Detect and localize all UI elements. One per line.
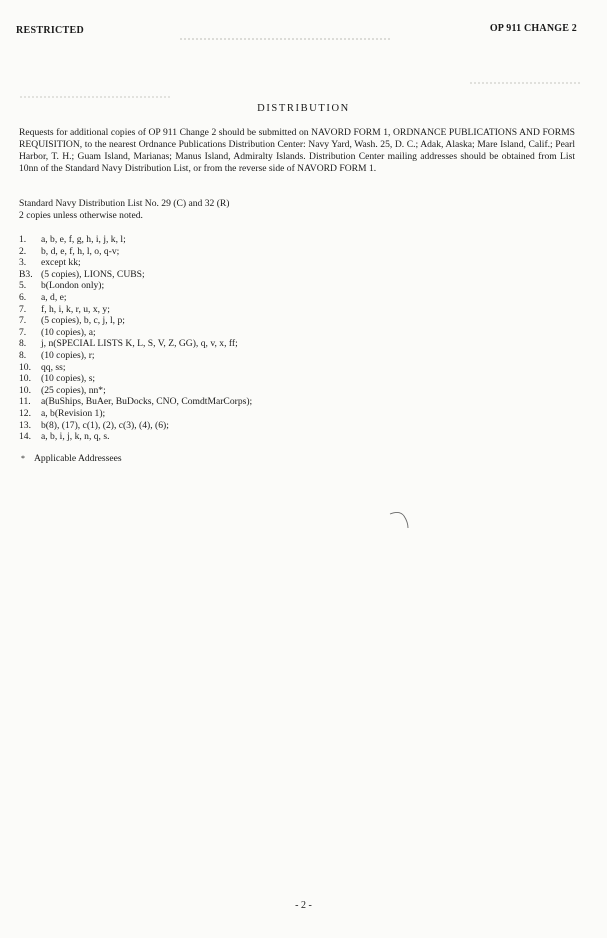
list-item-text: (5 copies), b, c, j, l, p; <box>41 315 125 327</box>
list-item-text: b(8), (17), c(1), (2), c(3), (4), (6); <box>41 419 169 431</box>
list-item <box>19 350 252 362</box>
list-item <box>19 234 252 246</box>
list-item <box>19 420 252 432</box>
list-item <box>19 315 252 327</box>
list-item-text: (10 copies), a; <box>41 326 96 338</box>
list-item-text: a, b(Revision 1); <box>41 407 106 419</box>
list-item-text: (10 copies), r; <box>41 349 95 361</box>
list-item-text: b, d, e, f, h, l, o, q-v; <box>41 245 120 257</box>
list-item-text: (10 copies), s; <box>41 373 96 385</box>
bleed-through-decoration <box>180 38 390 48</box>
list-item-text: except kk; <box>41 257 81 269</box>
stray-mark <box>388 508 414 530</box>
list-item-number: 6. <box>19 291 27 303</box>
list-item-text: qq, ss; <box>41 361 66 373</box>
document-identifier: OP 911 CHANGE 2 <box>489 23 577 34</box>
list-item-number: 10. <box>19 373 31 385</box>
list-item <box>19 408 252 420</box>
list-item-number: 2. <box>19 245 27 257</box>
list-item <box>19 373 252 385</box>
security-classification: RESTRICTED <box>16 25 85 36</box>
list-item <box>19 431 252 443</box>
list-item <box>19 280 252 292</box>
list-item <box>19 338 252 350</box>
list-item <box>19 257 252 269</box>
list-item-text: a, d, e; <box>41 291 67 303</box>
list-item-number: 13. <box>19 419 31 431</box>
list-item-number: 10. <box>19 361 31 373</box>
list-item <box>19 385 252 397</box>
list-item <box>19 269 252 281</box>
page-number: - 2 - <box>295 900 312 911</box>
intro-paragraph: Requests for additional copies of OP 911 Change 2 should be submitted on NAVORD FORM 1, ORDNANCE PUBLICATIONS AND FORMS REQUISITION, to the nearest Ordnance Publications Distribution Center: Navy Yard, Wash. 25, D. C.; Adak, Alaska; Mare Island, Calif.; Pearl Harbor, T. H.; Guam Island, Marianas; Manus Island, Admiralty Islands. Distribution Center mailing addresses should be obtained from List 10nn of the Standard Navy Distribution List, or from the reverse side of NAVORD FORM 1. <box>19 127 575 174</box>
list-item-number: 10. <box>19 384 31 396</box>
page-title: DISTRIBUTION <box>257 103 350 114</box>
list-item-number: 7. <box>19 303 27 315</box>
list-item <box>19 292 252 304</box>
list-item <box>19 304 252 316</box>
bleed-through-decoration <box>470 82 580 90</box>
list-item-text: a(BuShips, BuAer, BuDocks, CNO, ComdtMarCorps); <box>41 396 253 408</box>
list-item-text: a, b, e, f, g, h, i, j, k, l; <box>41 234 126 245</box>
standard-list-line: Standard Navy Distribution List No. 29 (C) and 32 (R) <box>19 198 230 209</box>
list-item-number: 7. <box>19 315 27 327</box>
copies-note: 2 copies unless otherwise noted. <box>19 209 143 221</box>
list-item-number: 8. <box>19 349 27 361</box>
footnote-marker: * <box>21 454 25 463</box>
list-item-number: 5. <box>19 280 27 292</box>
list-item-number: 8. <box>19 338 27 350</box>
list-item-text: b(London only); <box>41 280 105 292</box>
list-item-number: 12. <box>19 407 31 419</box>
list-item-text: f, h, i, k, r, u, x, y; <box>41 303 110 315</box>
list-item-text: (25 copies), nn*; <box>41 384 106 396</box>
footnote <box>21 453 122 464</box>
list-item-number: 1. <box>19 234 27 245</box>
list-item-number: 14. <box>19 431 31 443</box>
list-item-number: 3. <box>19 257 27 269</box>
list-item-number: B3. <box>19 268 33 280</box>
standard-distribution-note <box>19 198 230 222</box>
distribution-list <box>19 234 252 443</box>
list-item <box>19 327 252 339</box>
list-item <box>19 396 252 408</box>
list-item-text: a, b, i, j, k, n, q, s. <box>41 431 110 443</box>
list-item-text: j, n(SPECIAL LISTS K, L, S, V, Z, GG), q, v, x, ff; <box>41 338 238 350</box>
list-item-text: (5 copies), LIONS, CUBS; <box>41 268 145 280</box>
list-item-number: 11. <box>19 396 31 408</box>
list-item-number: 7. <box>19 326 27 338</box>
list-item <box>19 246 252 258</box>
footnote-text: Applicable Addressees <box>34 453 122 464</box>
list-item <box>19 362 252 374</box>
